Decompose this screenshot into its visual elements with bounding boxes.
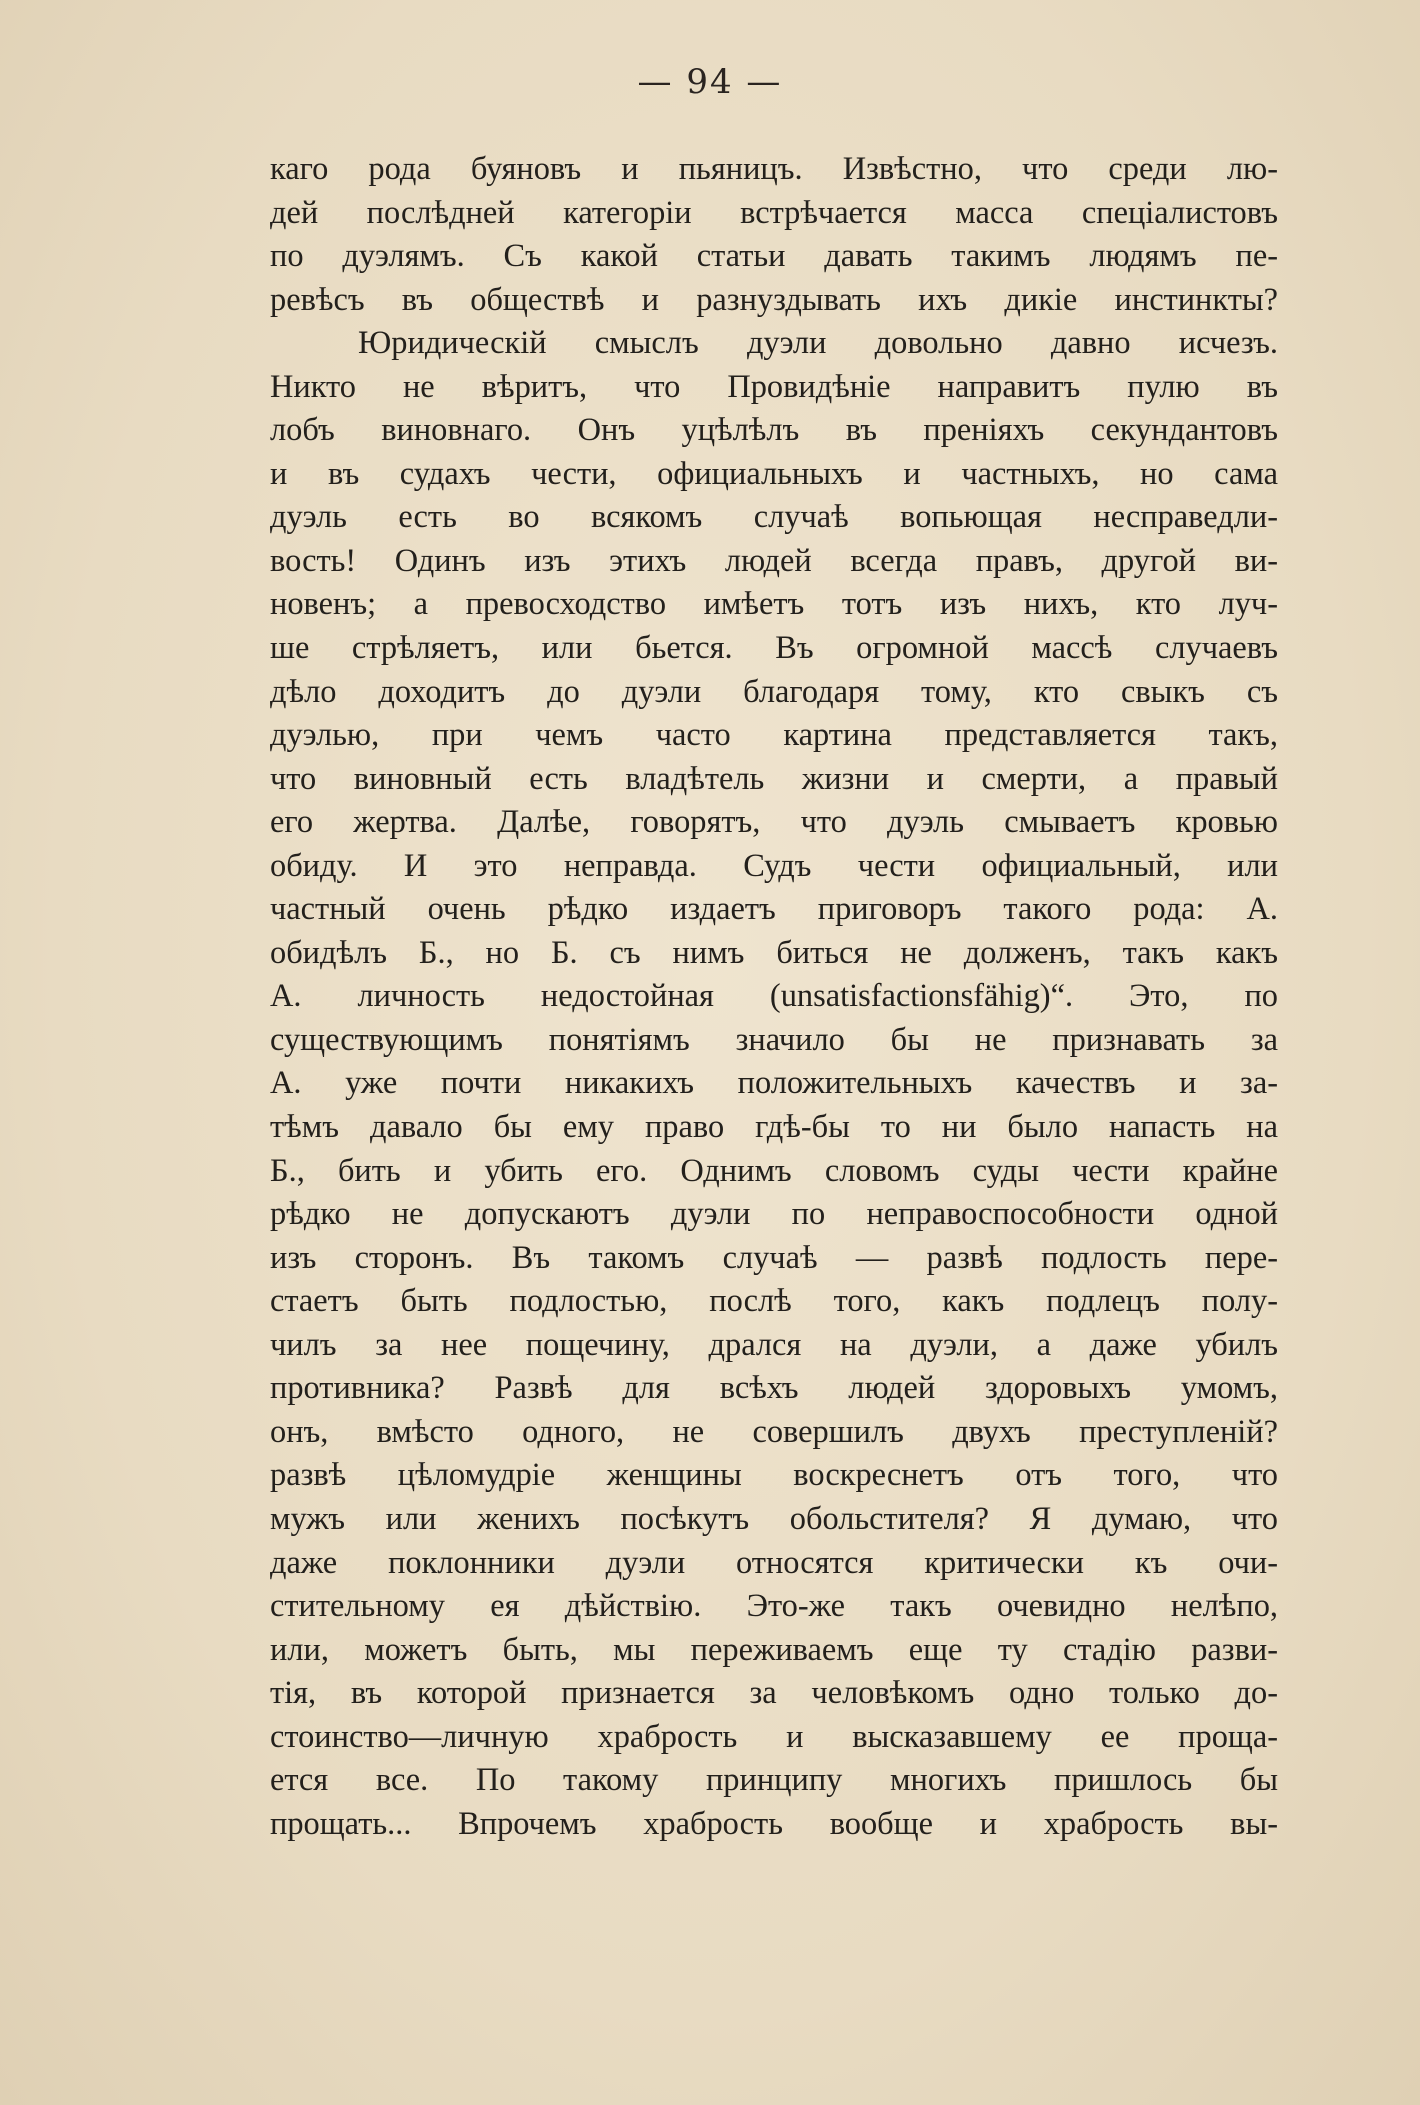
text-line: А. личность недостойная (unsatisfactionsfähig)“. Это, по [270, 978, 1278, 1015]
text-line: Никто не вѣритъ, что Провидѣніе направитъ пулю въ [270, 368, 1278, 405]
text-line: тія, въ которой признается за человѣкомъ одно только до- [270, 1675, 1278, 1712]
text-line: мужъ или женихъ посѣкутъ обольстителя? Я думаю, что [270, 1500, 1278, 1537]
paragraph-start-line: Юридическій смыслъ дуэли довольно давно исчезъ. [358, 325, 1278, 362]
text-line: дуэль есть во всякомъ случаѣ вопьющая несправедли- [270, 499, 1278, 536]
text-line: обидѣлъ Б., но Б. съ нимъ биться не долженъ, такъ какъ [270, 934, 1278, 971]
text-line: и въ судахъ чести, официальныхъ и частныхъ, но сама [270, 455, 1278, 492]
text-line: стительному ея дѣйствію. Это-же такъ очевидно нелѣпо, [270, 1588, 1278, 1625]
text-line: Б., бить и убить его. Однимъ словомъ суды чести крайне [270, 1152, 1278, 1189]
text-line: существующимъ понятіямъ значило бы не признавать за [270, 1021, 1278, 1058]
text-line: или, можетъ быть, мы переживаемъ еще ту стадію разви- [270, 1631, 1278, 1668]
text-line: ше стрѣляетъ, или бьется. Въ огромной массѣ случаевъ [270, 630, 1278, 667]
text-line: обиду. И это неправда. Судъ чести официальный, или [270, 847, 1278, 884]
text-line: онъ, вмѣсто одного, не совершилъ двухъ преступленій? [270, 1413, 1278, 1450]
text-line: вость! Одинъ изъ этихъ людей всегда правъ, другой ви- [270, 542, 1278, 579]
text-line: изъ сторонъ. Въ такомъ случаѣ — развѣ подлость пере- [270, 1239, 1278, 1276]
text-line: по дуэлямъ. Съ какой статьи давать такимъ людямъ пе- [270, 238, 1278, 275]
text-line: лобъ виновнаго. Онъ уцѣлѣлъ въ преніяхъ секундантовъ [270, 412, 1278, 449]
text-line: частный очень рѣдко издаетъ приговоръ такого рода: А. [270, 891, 1278, 928]
text-line: дѣло доходитъ до дуэли благодаря тому, кто свыкъ съ [270, 673, 1278, 710]
text-line: ревѣсъ въ обществѣ и разнуздывать ихъ дикіе инстинкты? [270, 281, 1278, 318]
text-line: дей послѣдней категоріи встрѣчается масса спеціалистовъ [270, 194, 1278, 231]
text-line: даже поклонники дуэли относятся критически къ очи- [270, 1544, 1278, 1581]
text-line: стоинство—личную храбрость и высказавшему ее проща- [270, 1718, 1278, 1755]
text-line: каго рода буяновъ и пьяницъ. Извѣстно, что среди лю- [270, 151, 1278, 187]
body-text [270, 148, 1278, 1846]
text-line: стаетъ быть подлостью, послѣ того, какъ подлецъ полу- [270, 1283, 1278, 1320]
text-line: развѣ цѣломудріе женщины воскреснетъ отъ того, что [270, 1457, 1278, 1494]
text-line: рѣдко не допускаютъ дуэли по неправоспособности одной [270, 1196, 1278, 1233]
text-line: противника? Развѣ для всѣхъ людей здоровыхъ умомъ, [270, 1370, 1278, 1407]
text-line: прощать... Впрочемъ храбрость вообще и храбрость вы- [270, 1805, 1278, 1842]
text-line: новенъ; а превосходство имѣетъ тотъ изъ нихъ, кто луч- [270, 586, 1278, 623]
text-line: чилъ за нее пощечину, дрался на дуэли, а даже убилъ [270, 1326, 1278, 1363]
text-line: ется все. По такому принципу многихъ пришлось бы [270, 1762, 1278, 1799]
text-line: его жертва. Далѣе, говорятъ, что дуэль смываетъ кровью [270, 804, 1278, 841]
text-line: дуэлью, при чемъ часто картина представляется такъ, [270, 717, 1278, 754]
page-number: — 94 — [637, 62, 783, 102]
text-line: что виновный есть владѣтель жизни и смерти, а правый [270, 760, 1278, 797]
text-line: А. уже почти никакихъ положительныхъ качествъ и за- [270, 1065, 1278, 1102]
text-line: тѣмъ давало бы ему право гдѣ-бы то ни было напасть на [270, 1109, 1278, 1146]
